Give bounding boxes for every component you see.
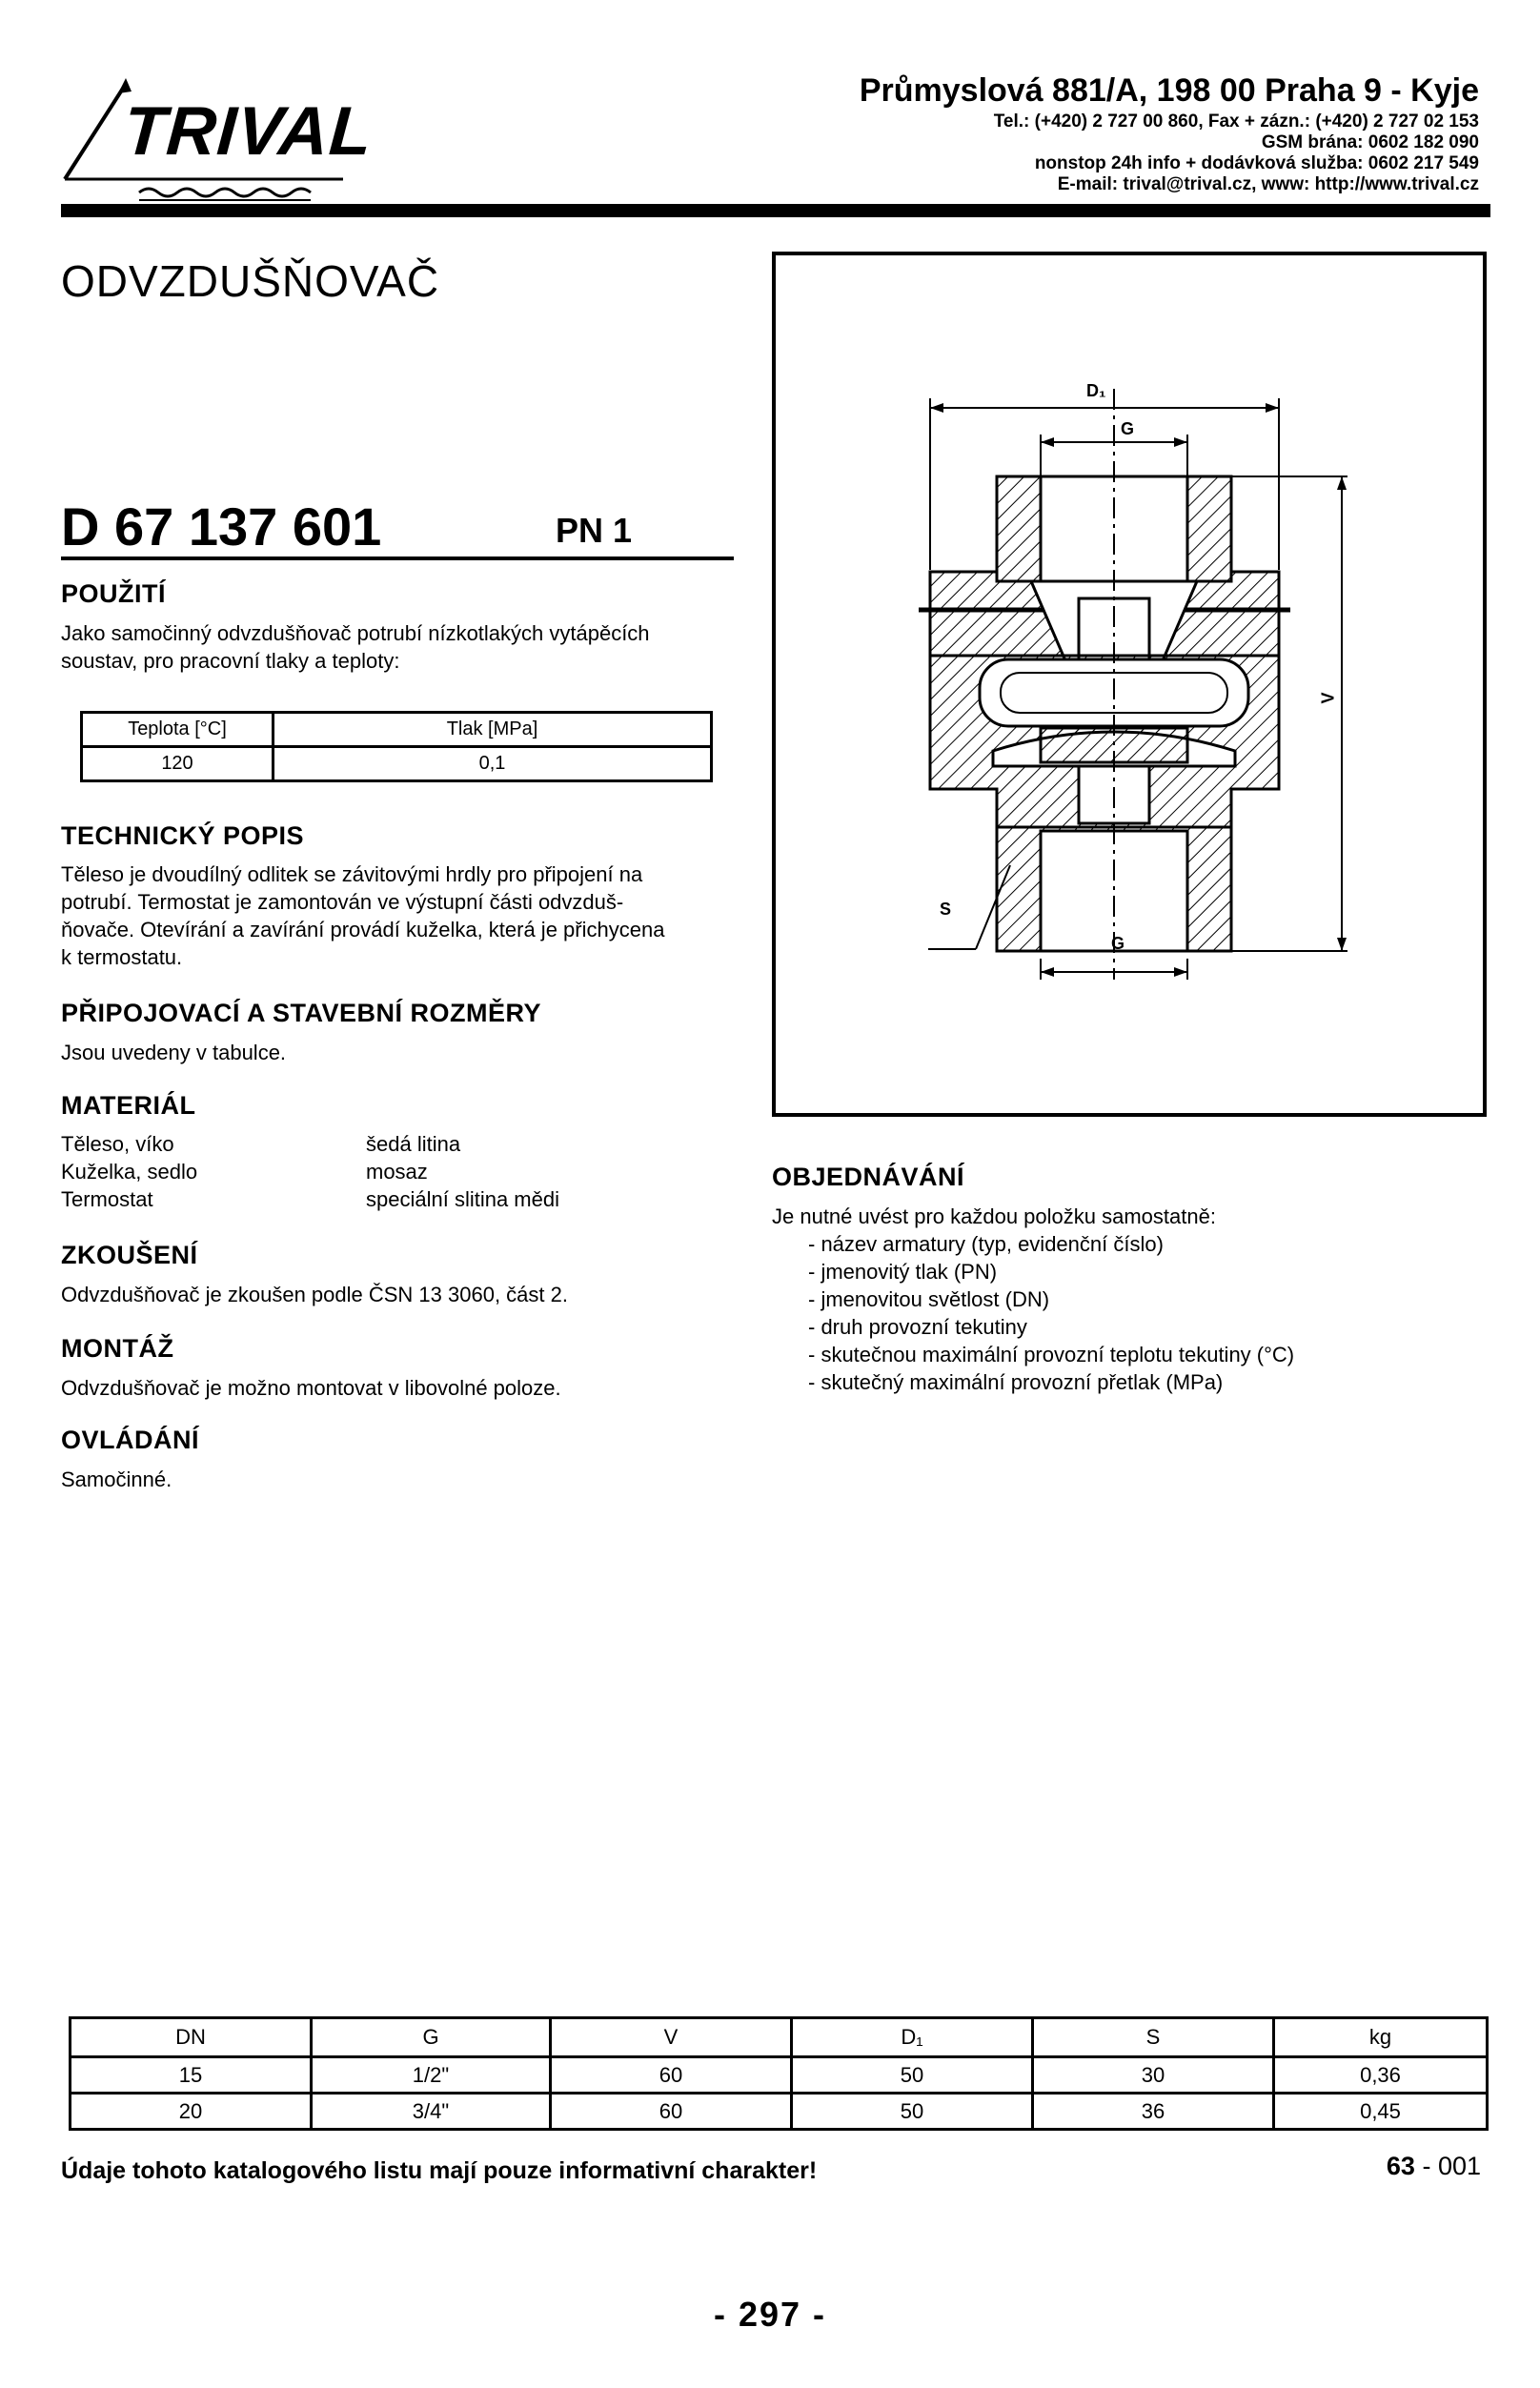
- cross-section-drawing: [776, 255, 1483, 1113]
- company-phone: Tel.: (+420) 2 727 00 860, Fax + zázn.: (+420) 2 727 02 153: [993, 111, 1479, 132]
- heading-montaz: MONTÁŽ: [61, 1334, 174, 1363]
- col-dn: DN: [71, 2018, 312, 2057]
- code-rule: [61, 557, 734, 560]
- table-row: [71, 2057, 1488, 2094]
- list-item: - druh provozní tekutiny: [808, 1315, 1027, 1339]
- cell-kg: 0,45: [1274, 2094, 1488, 2130]
- ovladani-text: Samočinné.: [61, 1467, 172, 1491]
- cell-g: 3/4": [312, 2094, 551, 2130]
- heading-pouziti: POUŽITÍ: [61, 579, 166, 608]
- list-item: - název armatury (typ, evidenční číslo): [808, 1232, 1164, 1256]
- col-v: V: [551, 2018, 792, 2057]
- col-g: G: [312, 2018, 551, 2057]
- product-code: D 67 137 601: [61, 496, 382, 557]
- tech-line-2: potrubí. Termostat je zamontován ve výstupní části odvzduš-: [61, 890, 624, 914]
- objednavani-intro: Je nutné uvést pro každou položku samostatně:: [772, 1204, 1216, 1228]
- dim-label-d1: D₁: [1086, 381, 1106, 400]
- dimensions-table: [69, 2016, 1489, 2131]
- tech-line-3: ňovače. Otevírání a zavírání provádí kuželka, která je přichycena: [61, 918, 665, 941]
- heading-technicky-popis: TECHNICKÝ POPIS: [61, 821, 305, 850]
- pouziti-line-1: Jako samočinný odvzdušňovač potrubí nízkotlakých vytápěcích: [61, 621, 650, 645]
- heading-pripojovaci: PŘIPOJOVACÍ A STAVEBNÍ ROZMĚRY: [61, 999, 542, 1027]
- heading-material: MATERIÁL: [61, 1091, 196, 1120]
- list-item: - skutečný maximální provozní přetlak (MPa): [808, 1370, 1224, 1394]
- list-item: - skutečnou maximální provozní teplotu tekutiny (°C): [808, 1343, 1295, 1366]
- pressure-value: 0,1: [274, 747, 712, 781]
- disclaimer: Údaje tohoto katalogového listu mají pouze informativní charakter!: [61, 2157, 818, 2184]
- company-address: Průmyslová 881/A, 198 00 Praha 9 - Kyje: [859, 72, 1479, 109]
- catalog-page-id: [1387, 2152, 1481, 2181]
- material-value: speciální slitina mědi: [366, 1187, 559, 1211]
- dim-label-g-top: G: [1121, 419, 1135, 438]
- cell-g: 1/2": [312, 2057, 551, 2094]
- page-title: ODVZDUŠŇOVAČ: [61, 256, 440, 306]
- tech-line-4: k termostatu.: [61, 945, 183, 969]
- cell-s: 30: [1033, 2057, 1274, 2094]
- table-header-row: [71, 2018, 1488, 2057]
- temp-header: Teplota [°C]: [82, 713, 274, 747]
- cell-dn: 20: [71, 2094, 312, 2130]
- cell-dn: 15: [71, 2057, 312, 2094]
- cell-v: 60: [551, 2094, 792, 2130]
- dim-label-v: V: [1318, 692, 1338, 704]
- heading-zkouseni: ZKOUŠENÍ: [61, 1241, 198, 1269]
- pripojovaci-text: Jsou uvedeny v tabulce.: [61, 1041, 287, 1064]
- cell-d1: 50: [792, 2057, 1033, 2094]
- product-pn: PN 1: [556, 511, 633, 550]
- cell-d1: 50: [792, 2094, 1033, 2130]
- material-value: šedá litina: [366, 1132, 461, 1156]
- cell-kg: 0,36: [1274, 2057, 1488, 2094]
- col-d1: D₁: [792, 2018, 1033, 2057]
- material-part: Kuželka, sedlo: [61, 1160, 198, 1184]
- material-value: mosaz: [366, 1160, 428, 1184]
- list-item: - jmenovitou světlost (DN): [808, 1287, 1050, 1311]
- tech-line-1: Těleso je dvoudílný odlitek se závitovými hrdly pro připojení na: [61, 862, 643, 886]
- conditions-table: [80, 711, 713, 782]
- col-kg: kg: [1274, 2018, 1488, 2057]
- montaz-text: Odvzdušňovač je možno montovat v libovolné poloze.: [61, 1376, 561, 1400]
- company-nonstop: nonstop 24h info + dodávková služba: 0602 217 549: [1034, 153, 1479, 173]
- header-rule: [61, 204, 1490, 217]
- zkouseni-text: Odvzdušňovač je zkoušen podle ČSN 13 3060, část 2.: [61, 1283, 568, 1306]
- page-number: - 297 -: [713, 2295, 827, 2334]
- company-email: E-mail: trival@trival.cz, www: http://www.trival.cz: [1057, 174, 1479, 194]
- pouziti-line-2: soustav, pro pracovní tlaky a teploty:: [61, 649, 400, 673]
- material-part: Termostat: [61, 1187, 153, 1211]
- cell-v: 60: [551, 2057, 792, 2094]
- cell-s: 36: [1033, 2094, 1274, 2130]
- company-gsm: GSM brána: 0602 182 090: [1261, 132, 1479, 152]
- catalog-page-id-rest: - 001: [1414, 2152, 1481, 2180]
- material-part: Těleso, víko: [61, 1132, 174, 1156]
- catalog-page-id-bold: 63: [1386, 2152, 1415, 2180]
- table-row: [82, 747, 712, 781]
- temp-value: 120: [82, 747, 274, 781]
- col-s: S: [1033, 2018, 1274, 2057]
- dim-label-s: S: [940, 900, 952, 919]
- list-item: - jmenovitý tlak (PN): [808, 1260, 998, 1284]
- table-row: [82, 713, 712, 747]
- heading-ovladani: OVLÁDÁNÍ: [61, 1426, 199, 1454]
- pressure-header: Tlak [MPa]: [274, 713, 712, 747]
- table-row: [71, 2094, 1488, 2130]
- heading-objednavani: OBJEDNÁVÁNÍ: [772, 1163, 965, 1191]
- logo-text: TRIVAL: [121, 93, 375, 170]
- dim-label-g-bottom: G: [1111, 934, 1125, 953]
